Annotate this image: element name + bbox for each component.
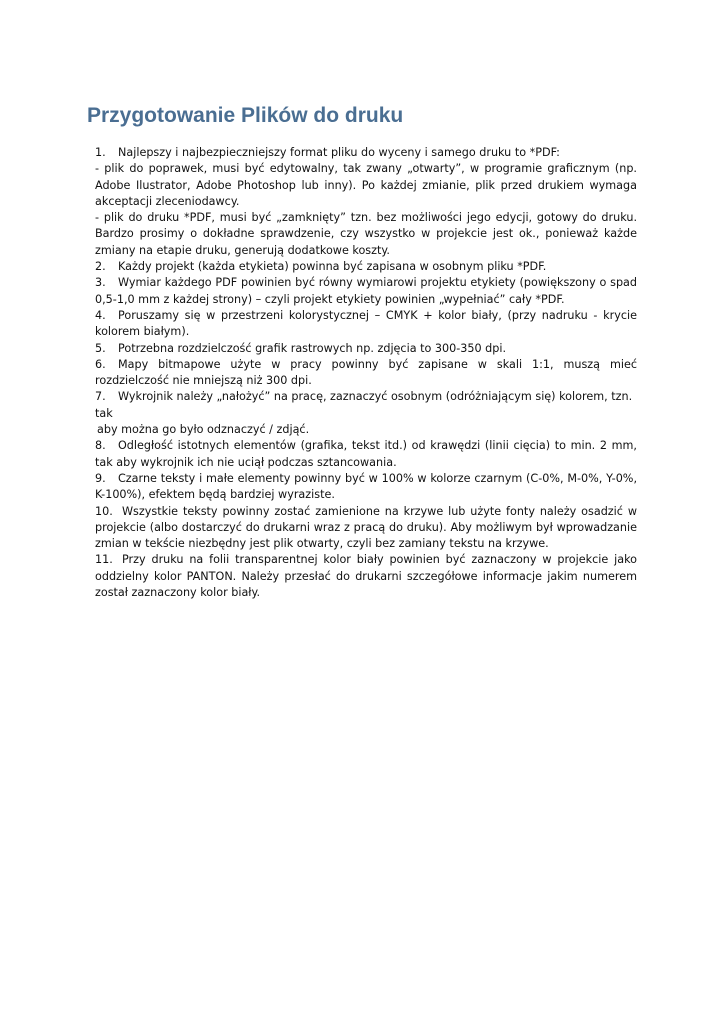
list-item-text: Wszystkie teksty powinny zostać zamienione na krzywe lub użyte fonty należy osadzić w projekcie (albo dostarczyć do drukarni wraz z pracą do druku). Aby możliwym był wprowadzanie zmian w tekście niezbędny jest plik otwarty, czyli bez zamiany tekstu na krzywe. [95, 504, 637, 551]
list-item-8 [87, 438, 637, 471]
list-item-10 [87, 504, 637, 553]
list-item-11 [87, 552, 637, 601]
page-title: Przygotowanie Plików do druku [87, 104, 404, 127]
list-number: 4. [95, 308, 106, 322]
list-item-text: Każdy projekt (każda etykieta) powinna być zapisana w osobnym pliku *PDF. [118, 260, 547, 274]
list-number: 2. [95, 260, 106, 274]
list-item-text: Najlepszy i najbezpieczniejszy format pliku do wyceny i samego druku to *PDF: [118, 146, 560, 159]
list-number: 1. [95, 146, 106, 159]
list-item-text: Mapy bitmapowe użyte w pracy powinny być zapisane w skali 1:1, muszą mieć rozdzielczość nie mniejszą niż 300 dpi. [95, 357, 637, 388]
list-number: 10. [95, 504, 113, 518]
list-item-text: Poruszamy się w przestrzeni kolorystycznej – CMYK + kolor biały, (przy nadruku - krycie kolorem białym). [95, 308, 637, 339]
list-item-1 [87, 145, 637, 161]
list-number: 6. [95, 357, 106, 371]
sub-item-print-file: - plik do druku *PDF, musi być „zamknięty” tzn. bez możliwości jego edycji, gotowy do druku. Bardzo prosimy o dokładne sprawdzenie, czy wszystko w projekcie jest ok., ponieważ każde zmiany na etapie druku, generują dodatkowe koszty. [95, 211, 637, 257]
list-item-3 [87, 275, 637, 308]
list-number: 3. [95, 276, 106, 290]
list-item-2 [87, 259, 637, 275]
list-item-9 [87, 471, 637, 504]
list-number: 11. [95, 553, 113, 567]
list-item-6 [87, 357, 637, 390]
list-item-text: Wykrojnik należy „nałożyć” na pracę, zaznaczyć osobnym (odróżniającym się) kolorem, tzn. tak [95, 390, 633, 420]
list-item-5 [87, 341, 637, 357]
list-number: 7. [95, 390, 106, 404]
list-number: 8. [95, 439, 106, 453]
list-item-4 [87, 308, 637, 341]
list-item-text: Odległość istotnych elementów (grafika, tekst itd.) od krawędzi (linii cięcia) to min. 2 mm, tak aby wykrojnik ich nie uciął podczas sztancowania. [95, 439, 637, 469]
list-item-7 [87, 389, 637, 422]
list-item-text: Wymiar każdego PDF powinien być równy wymiarowi projektu etykiety (powiększony o spad 0,5-1,0 mm z każdej strony) – czyli projekt etykiety powinien „wypełniać” cały *PDF. [95, 276, 637, 306]
document-body [87, 145, 637, 601]
list-number: 9. [95, 471, 106, 485]
list-item-text: Czarne teksty i małe elementy powinny być w 100% w kolorze czarnym (C-0%, M-0%, Y-0%, K-100%), efektem będą bardziej wyraziste. [95, 471, 637, 502]
sub-item-edit-file: - plik do poprawek, musi być edytowalny, tak zwany „otwarty”, w programie graficznym (np. Adobe Ilustrator, Adobe Photoshop lub inny). Po każdej zmianie, plik przed drukiem wymaga akceptacji zleceniodawcy. [95, 162, 637, 208]
list-number: 5. [95, 341, 106, 355]
list-item-text: Przy druku na folii transparentnej kolor biały powinien być zaznaczony w projekcie jako oddzielny kolor PANTON. Należy przesłać do drukarni szczegółowe informacje jakim numerem został zaznaczony kolor biały. [95, 553, 637, 600]
list-item-text: Potrzebna rozdzielczość grafik rastrowych np. zdjęcia to 300-350 dpi. [118, 341, 507, 355]
list-item-7-continuation: aby można go było odznaczyć / zdjąć. [97, 423, 310, 437]
